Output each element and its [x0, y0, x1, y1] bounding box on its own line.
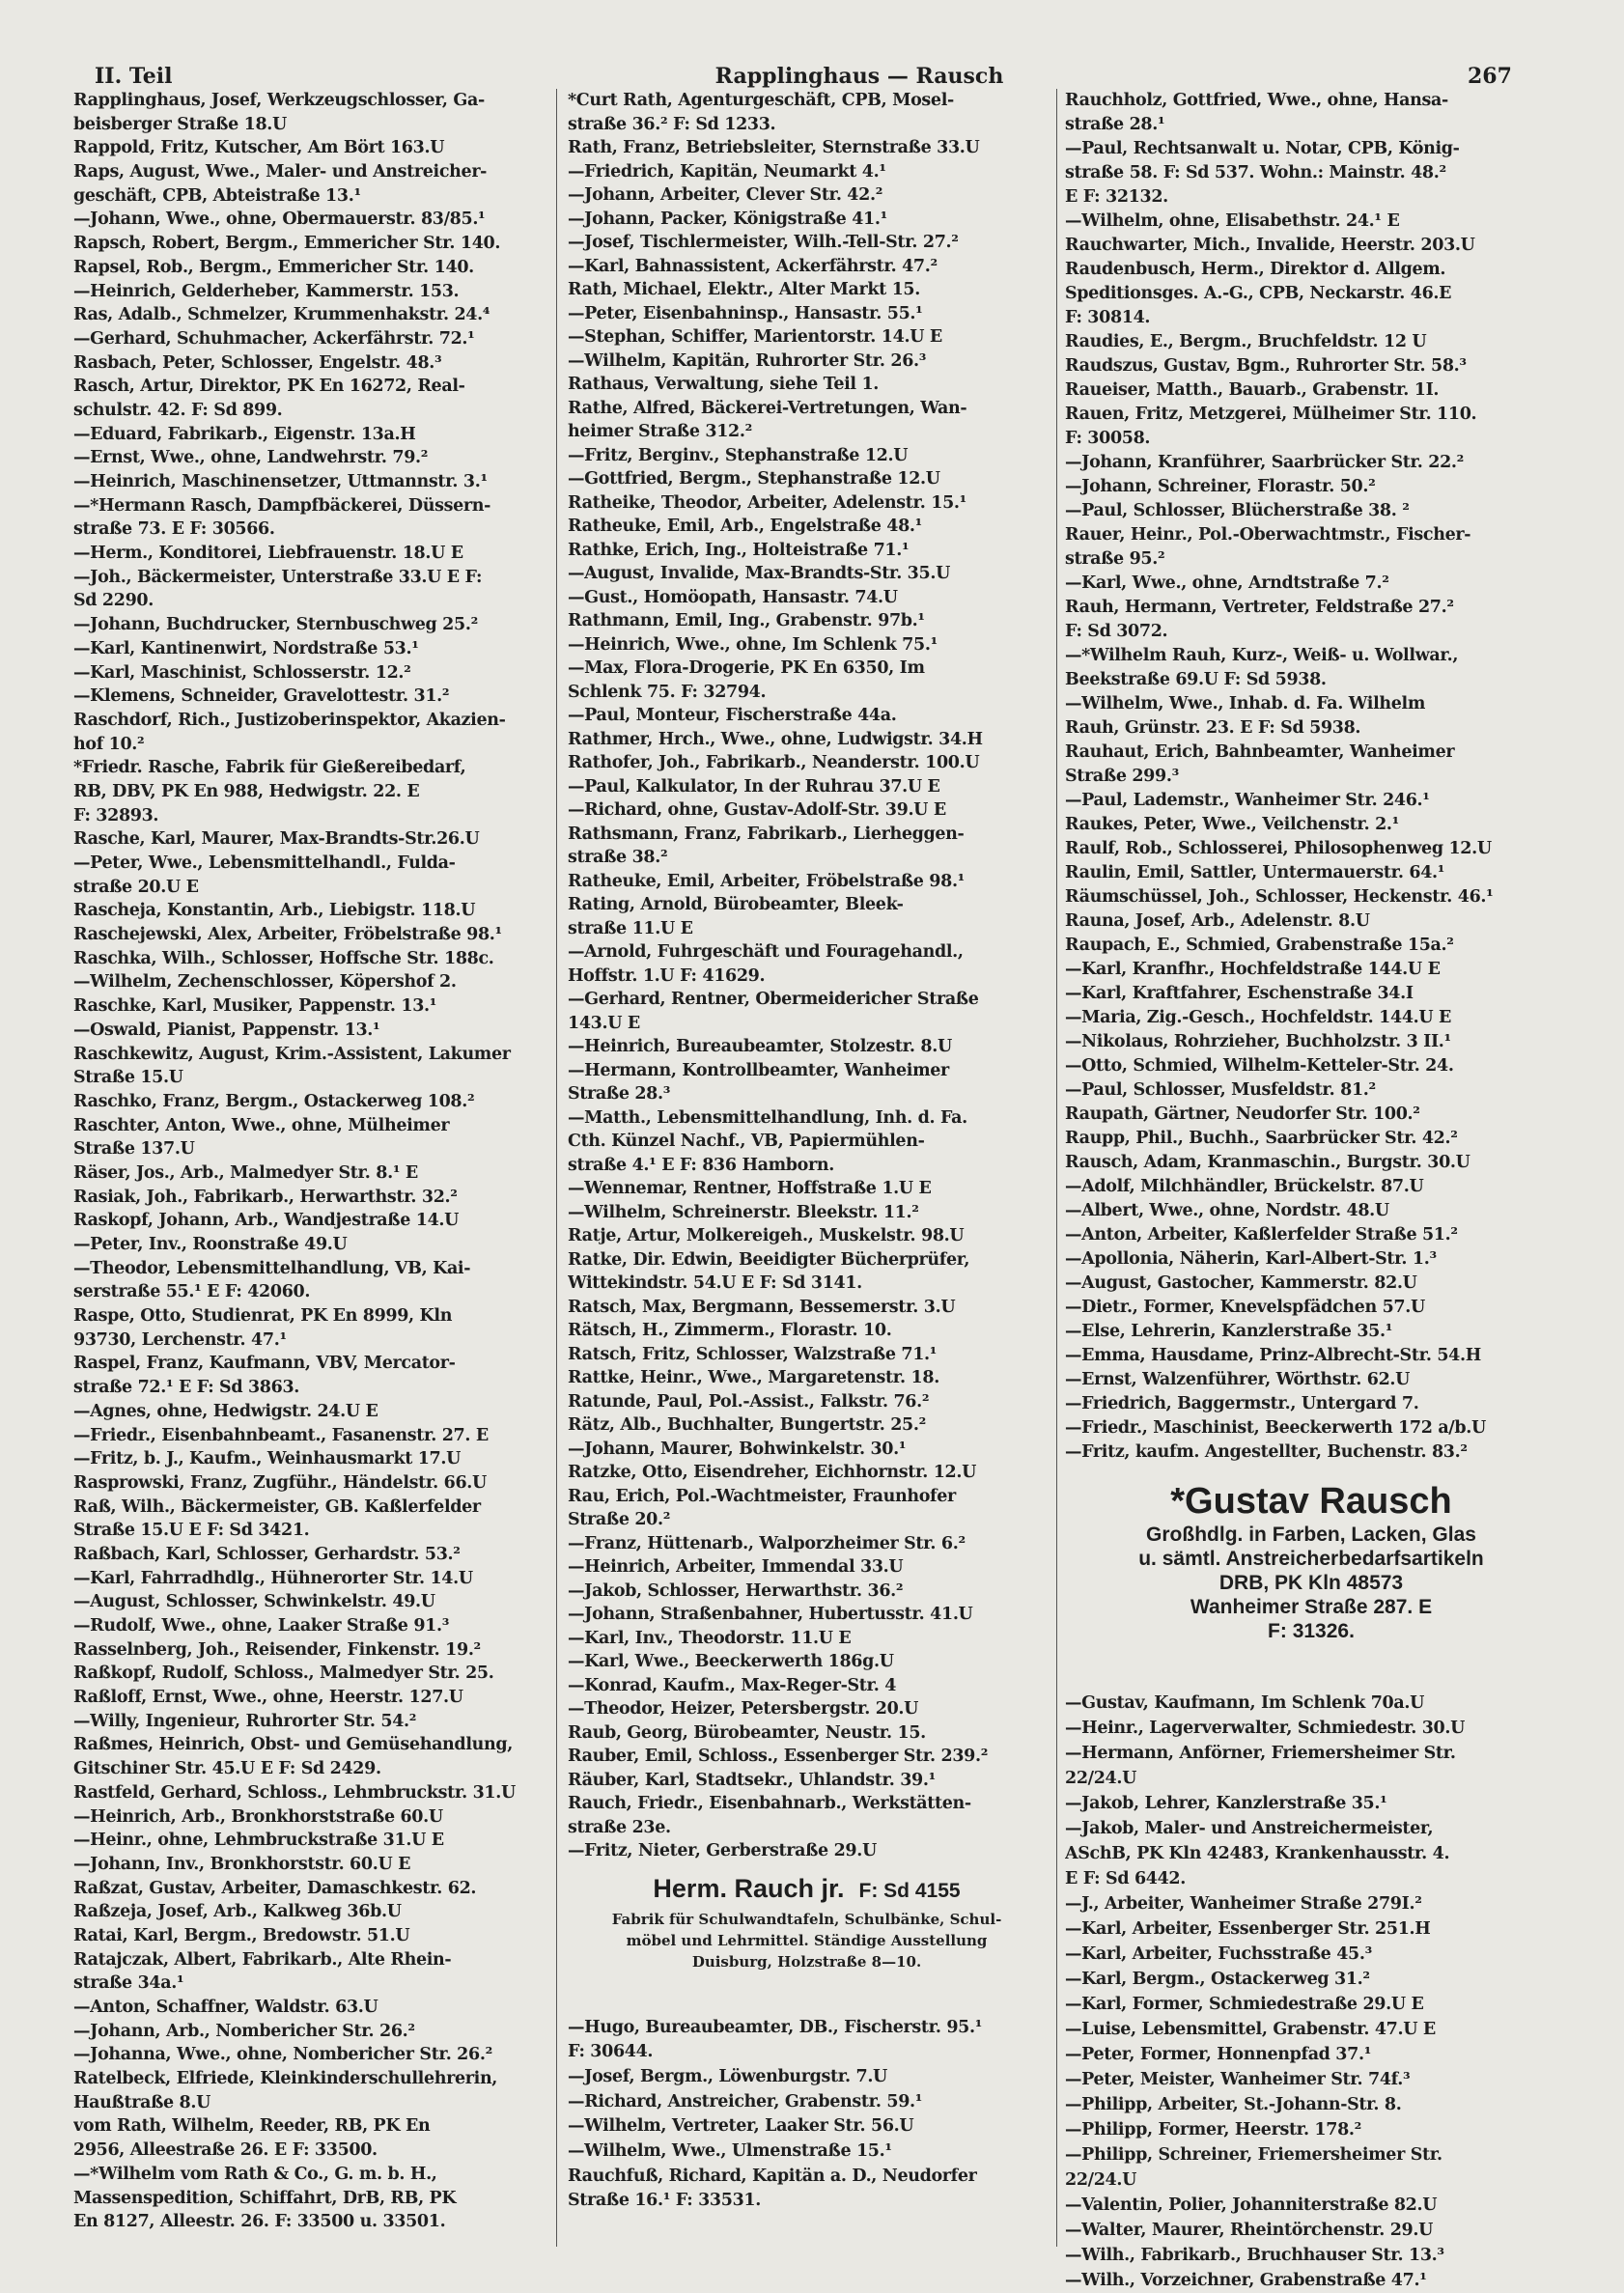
- directory-entry-line: Rath, Franz, Betriebsleiter, Sternstraße 33.U: [568, 138, 980, 157]
- directory-entry-line: —Max, Flora-Drogerie, PK En 6350, Im: [568, 658, 925, 678]
- directory-entry-line: Rattke, Heinr., Wwe., Margaretenstr. 18.: [568, 1368, 939, 1387]
- column-divider: [556, 89, 557, 2247]
- directory-entry-line: —Franz, Hüttenarb., Walporzheimer Str. 6.²: [568, 1533, 966, 1553]
- directory-entry-line: —Wilhelm, Schreinerstr. Bleekstr. 11.²: [568, 1202, 919, 1222]
- directory-entry-line: Rathaus, Verwaltung, siehe Teil 1.: [568, 375, 880, 394]
- directory-entry-line: —Richard, Anstreicher, Grabenstr. 59.¹: [568, 2091, 923, 2111]
- directory-entry-line: —Theodor, Lebensmittelhandlung, VB, Kai-: [73, 1258, 471, 1278]
- directory-entry-line: Räser, Jos., Arb., Malmedyer Str. 8.¹ E: [73, 1162, 418, 1183]
- directory-entry-line: —Karl, Arbeiter, Fuchsstraße 45.³: [1065, 1944, 1372, 1964]
- directory-entry-line: F: 30644.: [568, 2042, 654, 2062]
- directory-entry-line: —Apollonia, Näherin, Karl-Albert-Str. 1.³: [1065, 1249, 1437, 1269]
- directory-entry-line: —Karl, Arbeiter, Essenberger Str. 251.H: [1065, 1919, 1431, 1939]
- directory-entry-line: —Friedrich, Kapitän, Neumarkt 4.¹: [568, 161, 886, 182]
- directory-entry-line: Raulf, Rob., Schlosserei, Philosophenweg 12.U: [1065, 839, 1492, 858]
- directory-entry-line: Straße 20.²: [568, 1510, 671, 1529]
- directory-entry-line: Cth. Künzel Nachf., VB, Papiermühlen-: [568, 1132, 925, 1151]
- directory-entry-line: —Philipp, Schreiner, Friemersheimer Str.: [1065, 2145, 1442, 2165]
- directory-entry-line: Ratke, Dir. Edwin, Beeidigter Bücherprüfer,: [568, 1249, 970, 1270]
- directory-entry-line: —Wilhelm, ohne, Elisabethstr. 24.¹ E: [1065, 211, 1400, 231]
- directory-entry-line: —Stephan, Schiffer, Marientorstr. 14.U E: [568, 327, 942, 347]
- directory-entry-line: —Nikolaus, Rohrzieher, Buchholzstr. 3 II.¹: [1065, 1032, 1451, 1051]
- directory-entry-line: —Johann, Arbeiter, Clever Str. 42.²: [568, 185, 883, 205]
- directory-entry-line: Raschke, Karl, Musiker, Pappenstr. 13.¹: [73, 996, 437, 1017]
- directory-entry-line: Raspe, Otto, Studienrat, PK En 8999, Kln: [73, 1306, 453, 1327]
- directory-entry-line: Rascheja, Konstantin, Arb., Liebigstr. 118.U: [73, 901, 476, 921]
- directory-entry-line: —Paul, Monteur, Fischerstraße 44a.: [568, 706, 897, 725]
- directory-entry-line: —Arnold, Fuhrgeschäft und Fouragehandl.,: [568, 942, 964, 962]
- directory-entry-line: Rastfeld, Gerhard, Schloss., Lehmbruckstr. 31.U: [73, 1782, 516, 1803]
- directory-entry-line: —Friedrich, Baggermstr., Untergard 7.: [1065, 1394, 1419, 1413]
- directory-entry-line: Raupach, E., Schmied, Grabenstraße 15a.²: [1065, 936, 1454, 955]
- directory-entry-line: —Fritz, b. J., Kaufm., Weinhausmarkt 17.U: [73, 1449, 462, 1469]
- directory-entry-line: Raudenbusch, Herm., Direktor d. Allgem.: [1065, 260, 1446, 279]
- directory-entry-line: Ratunde, Paul, Pol.-Assist., Falkstr. 76.²: [568, 1391, 930, 1412]
- directory-entry-line: RB, DBV, PK En 988, Hedwigstr. 22. E: [73, 781, 420, 801]
- directory-entry-line: Rasselnberg, Joh., Reisender, Finkenstr. 19.²: [73, 1639, 481, 1660]
- directory-entry-line: Haußtraße 8.U: [73, 2092, 211, 2112]
- directory-entry-line: Rathofer, Joh., Fabrikarb., Neanderstr. 100.U: [568, 753, 980, 772]
- directory-entry-line: —Adolf, Milchhändler, Brückelstr. 87.U: [1065, 1177, 1424, 1196]
- directory-entry-line: Raukes, Peter, Wwe., Veilchenstr. 2.¹: [1065, 815, 1399, 834]
- directory-entry-line: straße 34a.¹: [73, 1973, 184, 1994]
- directory-entry-line: —Karl, Former, Schmiedestraße 29.U E: [1065, 1995, 1424, 2014]
- directory-entry-line: —August, Schlosser, Schwinkelstr. 49.U: [73, 1592, 435, 1612]
- directory-entry-line: Raspel, Franz, Kaufmann, VBV, Mercator-: [73, 1354, 456, 1374]
- directory-entry-line: —Hermann, Anförner, Friemersheimer Str.: [1065, 1744, 1456, 1763]
- directory-entry-line: 2956, Alleestraße 26. E F: 33500.: [73, 2140, 378, 2161]
- directory-entry-line: —Willy, Ingenieur, Ruhrorter Str. 54.²: [73, 1711, 417, 1731]
- directory-entry-line: —Philipp, Arbeiter, St.-Johann-Str. 8.: [1065, 2095, 1402, 2114]
- directory-entry-line: Rauer, Heinr., Pol.-Oberwachtmstr., Fischer-: [1065, 525, 1471, 545]
- directory-entry-line: —Heinrich, Wwe., ohne, Im Schlenk 75.¹: [568, 634, 938, 655]
- directory-entry-line: —Johann, Schreiner, Florastr. 50.²: [1065, 477, 1376, 496]
- directory-entry-line: Rasiak, Joh., Fabrikarb., Herwarthstr. 32.²: [73, 1187, 458, 1207]
- directory-entry-line: Straße 28.³: [568, 1084, 671, 1104]
- directory-entry-line: Raschdorf, Rich., Justizoberinspektor, Akazien-: [73, 710, 506, 730]
- directory-entry-line: Gitschiner Str. 45.U E F: Sd 2429.: [73, 1759, 381, 1779]
- directory-entry-line: straße 4.¹ E F: 836 Hamborn.: [568, 1155, 834, 1175]
- directory-entry-line: Rätz, Alb., Buchhalter, Bungertstr. 25.²: [568, 1415, 926, 1435]
- directory-entry-line: Raps, August, Wwe., Maler- und Anstreicher-: [73, 162, 488, 182]
- directory-entry-line: 143.U E: [568, 1013, 640, 1033]
- directory-entry-line: En 8127, Alleestr. 26. F: 33500 u. 33501.: [73, 2212, 446, 2232]
- directory-entry-line: straße 95.²: [1065, 549, 1165, 569]
- directory-entry-line: ASchB, PK Kln 42483, Krankenhausstr. 4.: [1065, 1844, 1450, 1863]
- directory-entry-line: —Peter, Meister, Wanheimer Str. 74f.³: [1065, 2070, 1411, 2089]
- directory-entry-line: —Peter, Former, Honnenpfad 37.¹: [1065, 2045, 1372, 2064]
- directory-entry-line: Raßloff, Ernst, Wwe., ohne, Heerstr. 127.U: [73, 1688, 463, 1708]
- directory-entry-line: —J., Arbeiter, Wanheimer Straße 279I.²: [1065, 1894, 1422, 1914]
- directory-entry-line: Räuber, Karl, Stadtsekr., Uhlandstr. 39.¹: [568, 1770, 936, 1790]
- ad-line: Fabrik für Schulwandtafeln, Schulbänke, Schul-: [611, 1910, 1002, 1928]
- directory-entry-line: Rätsch, H., Zimmerm., Florastr. 10.: [568, 1321, 892, 1340]
- directory-entry-line: E F: 32132.: [1065, 187, 1168, 207]
- ad-line: F: 31326.: [1268, 1620, 1355, 1642]
- directory-entry-line: heimer Straße 312.²: [568, 422, 752, 441]
- directory-entry-line: —Paul, Schlosser, Blücherstraße 38. ²: [1065, 501, 1410, 520]
- directory-entry-line: Raudies, E., Bergm., Bruchfeldstr. 12 U: [1065, 332, 1427, 351]
- directory-entry-line: —Jakob, Lehrer, Kanzlerstraße 35.¹: [1065, 1794, 1387, 1813]
- directory-entry-line: straße 11.U E: [568, 918, 693, 938]
- directory-entry-line: Rathsmann, Franz, Fabrikarb., Lierheggen-: [568, 824, 965, 844]
- directory-entry-line: Rathe, Alfred, Bäckerei-Vertretungen, Wan-: [568, 398, 967, 418]
- directory-entry-line: beisberger Straße 18.U: [73, 114, 287, 134]
- directory-entry-line: serstraße 55.¹ E F: 42060.: [73, 1282, 311, 1302]
- directory-entry-line: Räumschüssel, Joh., Schlosser, Heckenstr. 46.¹: [1065, 887, 1494, 907]
- directory-entry-line: —Heinrich, Gelderheber, Kammerstr. 153.: [73, 281, 460, 301]
- directory-entry-line: Straße 16.¹ F: 33531.: [568, 2191, 761, 2211]
- directory-entry-line: Massenspedition, Schiffahrt, DrB, RB, PK: [73, 2188, 457, 2208]
- directory-entry-line: Hoffstr. 1.U F: 41629.: [568, 965, 766, 986]
- directory-entry-line: Rapsch, Robert, Bergm., Emmericher Str. 140.: [73, 234, 501, 254]
- directory-entry-line: straße 38.²: [568, 848, 668, 867]
- directory-entry-line: —Fritz, kaufm. Angestellter, Buchenstr. 83.²: [1065, 1442, 1468, 1462]
- directory-entry-line: —Paul, Rechtsanwalt u. Notar, CPB, König-: [1065, 139, 1460, 158]
- directory-entry-line: Rauh, Grünstr. 23. E F: Sd 5938.: [1065, 718, 1361, 738]
- section-label: II. Teil: [95, 64, 173, 89]
- directory-entry-line: —Johann, Wwe., ohne, Obermauerstr. 83/85.¹: [73, 210, 486, 230]
- directory-entry-line: —Ernst, Wwe., ohne, Landwehrstr. 79.²: [73, 448, 429, 468]
- directory-entry-line: —Rudolf, Wwe., ohne, Laaker Straße 91.³: [73, 1616, 450, 1636]
- directory-entry-line: Raschejewski, Alex, Arbeiter, Fröbelstraße 98.¹: [73, 925, 502, 945]
- ad-phone: F: Sd 4155: [858, 1879, 961, 1902]
- directory-entry-line: Rauchholz, Gottfried, Wwe., ohne, Hansa-: [1065, 91, 1448, 110]
- directory-entry-line: —Karl, Kranfhr., Hochfeldstraße 144.U E: [1065, 960, 1441, 979]
- directory-entry-line: —Wilhelm, Zechenschlosser, Köpershof 2.: [73, 972, 457, 993]
- directory-entry-line: straße 36.² F: Sd 1233.: [568, 114, 776, 134]
- directory-entry-line: Rausch, Adam, Kranmaschin., Burgstr. 30.U: [1065, 1153, 1470, 1172]
- ad-company-name: Herm. Rauch jr.: [653, 1873, 845, 1903]
- directory-column-1: [73, 89, 546, 2234]
- directory-entry-line: —Josef, Bergm., Löwenburgstr. 7.U: [568, 2066, 887, 2086]
- directory-entry-line: —Karl, Kraftfahrer, Eschenstraße 34.I: [1065, 984, 1414, 1003]
- directory-entry-line: —Herm., Konditorei, Liebfrauenstr. 18.U E: [73, 544, 463, 564]
- directory-entry-line: —Friedr., Eisenbahnbeamt., Fasanenstr. 27. E: [73, 1425, 489, 1445]
- directory-entry-line: Ratje, Artur, Molkereigeh., Muskelstr. 98.U: [568, 1226, 965, 1245]
- directory-entry-line: —Karl, Fahrradhdlg., Hühnerorter Str. 14.U: [73, 1568, 473, 1588]
- directory-entry-line: Rasche, Karl, Maurer, Max-Brandts-Str.26.U: [73, 829, 480, 850]
- directory-entry-line: —Hermann, Kontrollbeamter, Wanheimer: [568, 1060, 949, 1080]
- directory-entry-line: Beekstraße 69.U F: Sd 5938.: [1065, 670, 1327, 689]
- directory-entry-line: —Fritz, Berginv., Stephanstraße 12.U: [568, 445, 909, 465]
- directory-entry-line: —Karl, Inv., Theodorstr. 11.U E: [568, 1628, 852, 1648]
- directory-entry-line: —Paul, Lademstr., Wanheimer Str. 246.¹: [1065, 791, 1430, 810]
- directory-entry-line: —Matth., Lebensmittelhandlung, Inh. d. Fa.: [568, 1107, 967, 1128]
- directory-entry-line: —Wilhelm, Wwe., Ulmenstraße 15.¹: [568, 2140, 892, 2161]
- directory-entry-line: —Joh., Bäckermeister, Unterstraße 33.U E F:: [73, 567, 483, 587]
- directory-entry-line: Rathmer, Hrch., Wwe., ohne, Ludwigstr. 34.H: [568, 729, 983, 749]
- directory-entry-line: —Theodor, Heizer, Petersbergstr. 20.U: [568, 1699, 919, 1719]
- directory-entry-line: straße 28.¹: [1065, 115, 1165, 134]
- directory-entry-line: Rapplinghaus, Josef, Werkzeugschlosser, Ga-: [73, 91, 485, 110]
- directory-entry-line: —Heinr., ohne, Lehmbruckstraße 31.U E: [73, 1831, 444, 1851]
- directory-entry-line: —Paul, Schlosser, Musfeldstr. 81.²: [1065, 1080, 1376, 1100]
- directory-entry-line: —Karl, Wwe., Beeckerwerth 186g.U: [568, 1652, 894, 1671]
- directory-entry-line: —Valentin, Polier, Johanniterstraße 82.U: [1065, 2195, 1438, 2215]
- directory-entry-line: —Richard, ohne, Gustav-Adolf-Str. 39.U E: [568, 800, 946, 820]
- directory-entry-line: Raschkewitz, August, Krim.-Assistent, Lakumer: [73, 1044, 511, 1064]
- directory-entry-line: —Karl, Maschinist, Schlosserstr. 12.²: [73, 662, 411, 683]
- directory-entry-line: Straße 15.U: [73, 1068, 183, 1088]
- directory-entry-line: Straße 299.³: [1065, 767, 1179, 786]
- directory-entry-line: F: Sd 3072.: [1065, 622, 1168, 641]
- directory-entry-line: E F: Sd 6442.: [1065, 1869, 1186, 1888]
- directory-entry-line: straße 20.U E: [73, 877, 199, 897]
- directory-entry-line: 93730, Lerchenstr. 47.¹: [73, 1329, 287, 1350]
- ad-company-name: *Gustav Rausch: [1170, 1481, 1452, 1522]
- directory-entry-line: Rasch, Artur, Direktor, PK En 16272, Real-: [73, 377, 465, 397]
- directory-entry-line: Sd 2290.: [73, 591, 154, 611]
- directory-entry-line: Raub, Georg, Bürobeamter, Neustr. 15.: [568, 1722, 926, 1743]
- directory-entry-line: —Jakob, Schlosser, Herwarthstr. 36.²: [568, 1580, 904, 1601]
- directory-entry-line: —Gerhard, Schuhmacher, Ackerfährstr. 72.¹: [73, 328, 475, 349]
- directory-entry-line: Rauen, Fritz, Metzgerei, Mülheimer Str. 110.: [1065, 405, 1477, 424]
- directory-entry-line: Rasprowski, Franz, Zugführ., Händelstr. 66.U: [73, 1472, 487, 1493]
- page-number: 267: [1468, 64, 1512, 89]
- directory-entry-line: —*Wilhelm Rauh, Kurz-, Weiß- u. Wollwar.,: [1065, 646, 1459, 665]
- ad-line: Wanheimer Straße 287. E: [1190, 1596, 1433, 1618]
- directory-entry-line: —Ernst, Walzenführer, Wörthstr. 62.U: [1065, 1370, 1411, 1389]
- directory-entry-line: —Luise, Lebensmittel, Grabenstr. 47.U E: [1065, 2020, 1436, 2039]
- directory-entry-line: —Karl, Bergm., Ostackerweg 31.²: [1065, 1970, 1370, 1989]
- directory-entry-line: —Josef, Tischlermeister, Wilh.-Tell-Str. 27.²: [568, 233, 959, 252]
- directory-entry-line: —Dietr., Former, Knevelspfädchen 57.U: [1065, 1298, 1425, 1317]
- directory-entry-line: Rathke, Erich, Ing., Holteistraße 71.¹: [568, 540, 910, 560]
- directory-entry-line: hof 10.²: [73, 734, 145, 754]
- directory-entry-line: Raskopf, Johann, Arb., Wandjestraße 14.U: [73, 1211, 460, 1231]
- directory-entry-line: Raupath, Gärtner, Neudorfer Str. 100.²: [1065, 1105, 1420, 1124]
- directory-entry-line: —Hugo, Bureaubeamter, DB., Fischerstr. 95.¹: [568, 2017, 983, 2037]
- directory-entry-line: Raschko, Franz, Bergm., Ostackerweg 108.²: [73, 1091, 475, 1111]
- directory-entry-line: Ratheuke, Emil, Arb., Engelstraße 48.¹: [568, 517, 922, 536]
- directory-entry-line: Wittekindstr. 54.U E F: Sd 3141.: [568, 1273, 862, 1293]
- directory-entry-line: Ratheuke, Emil, Arbeiter, Fröbelstraße 98.¹: [568, 871, 966, 891]
- directory-entry-line: —Otto, Schmied, Wilhelm-Ketteler-Str. 24.: [1065, 1056, 1454, 1076]
- directory-entry-line: —Eduard, Fabrikarb., Eigenstr. 13a.H: [73, 424, 416, 444]
- directory-entry-line: vom Rath, Wilhelm, Reeder, RB, PK En: [73, 2116, 431, 2137]
- directory-entry-line: —Fritz, Nieter, Gerberstraße 29.U: [568, 1841, 877, 1860]
- directory-entry-line: —Gust., Homöopath, Hansastr. 74.U: [568, 587, 898, 607]
- directory-entry-line: —Agnes, ohne, Hedwigstr. 24.U E: [73, 1401, 378, 1421]
- directory-entry-line: Rath, Michael, Elektr., Alter Markt 15.: [568, 280, 920, 299]
- directory-entry-line: Rauch, Friedr., Eisenbahnarb., Werkstätten-: [568, 1794, 971, 1813]
- directory-entry-line: Raßbach, Karl, Schlosser, Gerhardstr. 53.²: [73, 1544, 461, 1564]
- directory-entry-line: —Konrad, Kaufm., Max-Reger-Str. 4: [568, 1675, 897, 1695]
- ad-line: möbel und Lehrmittel. Ständige Ausstellung: [626, 1931, 988, 1949]
- directory-entry-line: —Heinrich, Bureaubeamter, Stolzestr. 8.U: [568, 1037, 952, 1056]
- directory-entry-line: Straße 137.U: [73, 1139, 195, 1160]
- directory-entry-line: Ratzke, Otto, Eisendreher, Eichhornstr. 12.U: [568, 1463, 977, 1482]
- directory-entry-line: —Oswald, Pianist, Pappenstr. 13.¹: [73, 1020, 380, 1040]
- ad-line: u. sämtl. Anstreicherbedarfsartikeln: [1138, 1548, 1484, 1570]
- directory-entry-line: 22/24.U: [1065, 1769, 1137, 1788]
- directory-entry-line: —Johann, Buchdrucker, Sternbuschweg 25.²: [73, 615, 478, 635]
- directory-entry-line: —Wilh., Fabrikarb., Bruchhauser Str. 13.³: [1065, 2246, 1444, 2265]
- directory-entry-line: Rau, Erich, Pol.-Wachtmeister, Fraunhofer: [568, 1486, 956, 1506]
- ad-line: DRB, PK Kln 48573: [1218, 1572, 1404, 1594]
- running-title: Rapplinghaus — Rausch: [714, 64, 1004, 89]
- ad-line: Duisburg, Holzstraße 8—10.: [691, 1952, 922, 1971]
- directory-entry-line: —Anton, Arbeiter, Kaßlerfelder Straße 51.²: [1065, 1225, 1458, 1244]
- directory-entry-line: Rating, Arnold, Bürobeamter, Bleek-: [568, 895, 904, 914]
- directory-entry-line: Ratelbeck, Elfriede, Kleinkinderschullehrerin,: [73, 2069, 498, 2089]
- directory-entry-line: —Johann, Packer, Königstraße 41.¹: [568, 209, 887, 229]
- directory-entry-line: Speditionsges. A.-G., CPB, Neckarstr. 46.E: [1065, 284, 1452, 303]
- directory-entry-line: —Johann, Straßenbahner, Hubertusstr. 41.U: [568, 1605, 973, 1624]
- directory-entry-line: Raßzat, Gustav, Arbeiter, Damaschkestr. 62.: [73, 1878, 477, 1898]
- directory-entry-line: schulstr. 42. F: Sd 899.: [73, 400, 283, 420]
- directory-column-3: [1065, 89, 1557, 2293]
- directory-entry-line: *Curt Rath, Agenturgeschäft, CPB, Mosel-: [568, 91, 954, 110]
- directory-entry-line: Ras, Adalb., Schmelzer, Krummenhakstr. 24.⁴: [73, 305, 490, 325]
- directory-entry-line: Raßzeja, Josef, Arb., Kalkweg 36b.U: [73, 1902, 402, 1922]
- directory-entry-line: —Karl, Wwe., ohne, Arndtstraße 7.²: [1065, 573, 1389, 593]
- directory-entry-line: —August, Invalide, Max-Brandts-Str. 35.U: [568, 564, 950, 583]
- directory-entry-line: F: 30814.: [1065, 308, 1151, 327]
- directory-entry-line: —Walter, Maurer, Rheintörchenstr. 29.U: [1065, 2221, 1434, 2240]
- directory-entry-line: —Maria, Zig.-Gesch., Hochfeldstr. 144.U E: [1065, 1008, 1452, 1027]
- directory-entry-line: Ratsch, Fritz, Schlosser, Walzstraße 71.¹: [568, 1344, 938, 1364]
- directory-entry-line: Raßmes, Heinrich, Obst- und Gemüsehandlung,: [73, 1735, 513, 1755]
- directory-entry-line: —Johann, Arb., Nombericher Str. 26.²: [73, 2021, 415, 2041]
- column-divider: [1056, 89, 1057, 2247]
- directory-entry-line: —Johann, Maurer, Bohwinkelstr. 30.¹: [568, 1439, 907, 1459]
- directory-entry-line: —Albert, Wwe., ohne, Nordstr. 48.U: [1065, 1201, 1389, 1220]
- directory-entry-line: Raßkopf, Rudolf, Schloss., Malmedyer Str. 25.: [73, 1664, 494, 1684]
- directory-entry-line: Ratsch, Max, Bergmann, Bessemerstr. 3.U: [568, 1297, 956, 1317]
- directory-entry-line: straße 58. F: Sd 537. Wohn.: Mainstr. 48.²: [1065, 163, 1446, 182]
- directory-entry-line: —Wilhelm, Wwe., Inhab. d. Fa. Wilhelm: [1065, 694, 1425, 713]
- directory-entry-line: —Anton, Schaffner, Waldstr. 63.U: [73, 1998, 378, 2017]
- advertisement-gustav-rausch: [1065, 1465, 1557, 1691]
- directory-entry-line: 22/24.U: [1065, 2170, 1137, 2190]
- directory-entry-line: straße 23e.: [568, 1817, 671, 1837]
- directory-entry-line: Rauchfuß, Richard, Kapitän a. D., Neudorfer: [568, 2166, 977, 2186]
- directory-entry-line: —Wilhelm, Kapitän, Ruhrorter Str. 26.³: [568, 350, 927, 371]
- directory-entry-line: —August, Gastocher, Kammerstr. 82.U: [1065, 1273, 1417, 1293]
- directory-entry-line: —Johann, Kranführer, Saarbrücker Str. 22.²: [1065, 453, 1464, 472]
- directory-entry-line: —Paul, Kalkulator, In der Ruhrau 37.U E: [568, 776, 940, 797]
- directory-entry-line: —Peter, Wwe., Lebensmittelhandl., Fulda-: [73, 853, 456, 873]
- directory-entry-line: Raß, Wilh., Bäckermeister, GB. Kaßlerfelder: [73, 1496, 481, 1517]
- directory-column-2: [568, 89, 1046, 2214]
- directory-entry-line: —Gustav, Kaufmann, Im Schlenk 70a.U: [1065, 1693, 1424, 1713]
- directory-entry-line: —Gottfried, Bergm., Stephanstraße 12.U: [568, 469, 940, 489]
- directory-entry-line: —Emma, Hausdame, Prinz-Albrecht-Str. 54.H: [1065, 1346, 1481, 1365]
- directory-entry-line: Rauna, Josef, Arb., Adelenstr. 8.U: [1065, 911, 1370, 931]
- directory-entry-line: Rathmann, Emil, Ing., Grabenstr. 97b.¹: [568, 611, 925, 630]
- directory-entry-line: Rapsel, Rob., Bergm., Emmericher Str. 140.: [73, 257, 474, 277]
- directory-entry-line: F: 32893.: [73, 805, 159, 825]
- directory-entry-line: Raupp, Phil., Buchh., Saarbrücker Str. 42.²: [1065, 1129, 1458, 1148]
- directory-entry-line: Raulin, Emil, Sattler, Untermauerstr. 64.¹: [1065, 863, 1445, 882]
- directory-entry-line: —Peter, Inv., Roonstraße 49.U: [73, 1235, 348, 1254]
- directory-entry-line: Rauh, Hermann, Vertreter, Feldstraße 27.²: [1065, 598, 1454, 617]
- directory-entry-line: —Klemens, Schneider, Gravelottestr. 31.²: [73, 686, 450, 707]
- directory-entry-line: Raschter, Anton, Wwe., ohne, Mülheimer: [73, 1115, 450, 1135]
- directory-entry-line: *Friedr. Rasche, Fabrik für Gießereibedarf,: [73, 758, 466, 778]
- directory-entry-line: straße 73. E F: 30566.: [73, 519, 275, 540]
- directory-entry-line: —*Hermann Rasch, Dampfbäckerei, Düssern-: [73, 495, 491, 516]
- directory-entry-line: F: 30058.: [1065, 429, 1151, 448]
- directory-entry-line: Rauber, Emil, Schloss., Essenberger Str. 239.²: [568, 1747, 989, 1766]
- advertisement-herm-rauch: [568, 1863, 1046, 2016]
- directory-entry-line: Rappold, Fritz, Kutscher, Am Bört 163.U: [73, 138, 445, 158]
- directory-entry-line: Raueiser, Matth., Bauarb., Grabenstr. 1I.: [1065, 380, 1440, 400]
- directory-entry-line: —Philipp, Former, Heerstr. 178.²: [1065, 2120, 1361, 2139]
- directory-entry-line: Rauchwarter, Mich., Invalide, Heerstr. 203.U: [1065, 236, 1475, 255]
- directory-entry-line: —Wilh., Vorzeichner, Grabenstraße 47.¹: [1065, 2271, 1427, 2290]
- directory-entry-line: —Gerhard, Rentner, Obermeidericher Straße: [568, 990, 979, 1009]
- directory-entry-line: —Johann, Inv., Bronkhorststr. 60.U E: [73, 1854, 411, 1874]
- directory-entry-line: —Karl, Bahnassistent, Ackerfährstr. 47.²: [568, 256, 938, 276]
- directory-entry-line: —Heinr., Lagerverwalter, Schmiedestr. 30.U: [1065, 1719, 1466, 1738]
- directory-entry-line: —Else, Lehrerin, Kanzlerstraße 35.¹: [1065, 1322, 1393, 1341]
- directory-entry-line: straße 72.¹ E F: Sd 3863.: [73, 1378, 300, 1398]
- directory-entry-line: —Karl, Kantinenwirt, Nordstraße 53.¹: [73, 638, 419, 658]
- directory-entry-line: —*Wilhelm vom Rath & Co., G. m. b. H.,: [73, 2164, 437, 2184]
- directory-entry-line: Raschka, Wilh., Schlosser, Hoffsche Str. 188c.: [73, 948, 494, 968]
- directory-entry-line: Ratajczak, Albert, Fabrikarb., Alte Rhein-: [73, 1949, 452, 1970]
- directory-entry-line: Schlenk 75. F: 32794.: [568, 682, 767, 702]
- directory-entry-line: —Heinrich, Arb., Bronkhorststraße 60.U: [73, 1806, 443, 1827]
- directory-entry-line: geschäft, CPB, Abteistraße 13.¹: [73, 185, 361, 206]
- directory-entry-line: —Johanna, Wwe., ohne, Nombericher Str. 26.²: [73, 2045, 492, 2065]
- directory-entry-line: —Wennemar, Rentner, Hoffstraße 1.U E: [568, 1179, 932, 1198]
- directory-entry-line: Rasbach, Peter, Schlosser, Engelstr. 48.³: [73, 352, 442, 373]
- directory-entry-line: —Peter, Eisenbahninsp., Hansastr. 55.¹: [568, 303, 923, 323]
- directory-entry-line: Rauhaut, Erich, Bahnbeamter, Wanheimer: [1065, 742, 1455, 762]
- directory-entry-line: —Wilhelm, Vertreter, Laaker Str. 56.U: [568, 2116, 914, 2137]
- directory-entry-line: Straße 15.U E F: Sd 3421.: [73, 1521, 310, 1541]
- directory-entry-line: —Heinrich, Maschinensetzer, Uttmannstr. 3.¹: [73, 472, 488, 491]
- directory-entry-line: Ratai, Karl, Bergm., Bredowstr. 51.U: [73, 1925, 410, 1945]
- directory-entry-line: Raudszus, Gustav, Bgm., Ruhrorter Str. 58.³: [1065, 356, 1467, 376]
- directory-entry-line: —Jakob, Maler- und Anstreichermeister,: [1065, 1819, 1434, 1838]
- directory-entry-line: —Friedr., Maschinist, Beeckerwerth 172 a/b.U: [1065, 1418, 1486, 1438]
- directory-entry-line: Ratheike, Theodor, Arbeiter, Adelenstr. 15.¹: [568, 492, 966, 513]
- directory-entry-line: —Heinrich, Arbeiter, Immendal 33.U: [568, 1557, 904, 1577]
- ad-line: Großhdlg. in Farben, Lacken, Glas: [1146, 1524, 1476, 1546]
